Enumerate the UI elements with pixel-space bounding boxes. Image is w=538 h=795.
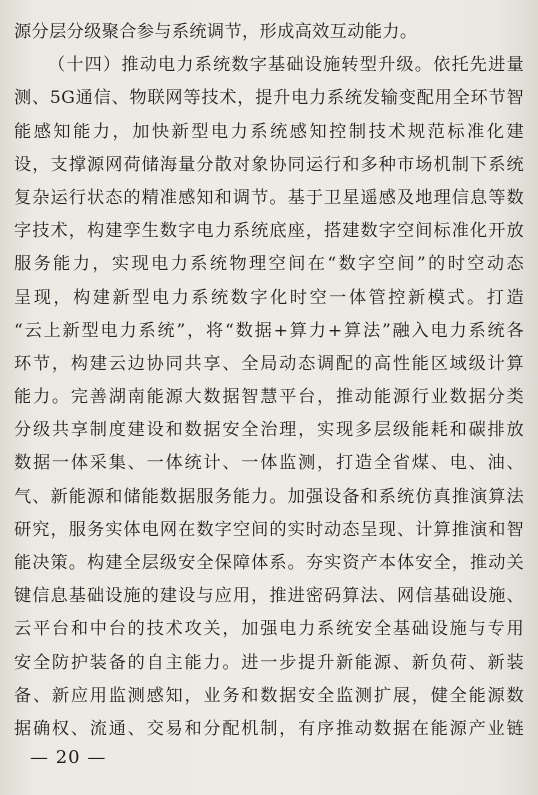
text-line: 数据一体采集、一体统计、一体监测，打造全省煤、电、油、 bbox=[14, 453, 524, 474]
text-line: 字技术，构建孪生数字电力系统底座，搭建数字空间标准化开放 bbox=[14, 221, 524, 242]
text-line: 键信息基础设施的建设与应用，推进密码算法、网信基础设施、 bbox=[14, 586, 524, 607]
text-line: 气、新能源和储能数据服务能力。加强设备和系统仿真推演算法 bbox=[14, 486, 524, 507]
body-paragraph bbox=[14, 16, 524, 746]
text-line: 安全防护装备的自主能力。进一步提升新能源、新负荷、新装 bbox=[14, 652, 524, 673]
page-number: — 20 — bbox=[30, 747, 107, 768]
text-line: 云平台和中台的技术攻关，加强电力系统安全基础设施与专用 bbox=[14, 619, 524, 640]
text-line: 据确权、流通、交易和分配机制，有序推动数据在能源产业链 bbox=[14, 718, 524, 739]
text-line: （十四）推动电力系统数字基础设施转型升级。依托先进量 bbox=[48, 55, 524, 76]
text-line: 呈现，构建新型电力系统数字化时空一体管控新模式。打造 bbox=[14, 287, 524, 308]
text-line: 分级共享制度建设和数据安全治理，实现多层级能耗和碳排放 bbox=[14, 420, 524, 441]
text-line: “云上新型电力系统”，将“数据+算力+算法”融入电力系统各 bbox=[14, 320, 524, 341]
text-line: 环节，构建云边协同共享、全局动态调配的高性能区域级计算 bbox=[14, 353, 524, 374]
text-line: 能力。完善湖南能源大数据智慧平台，推动能源行业数据分类 bbox=[14, 387, 524, 408]
text-line: 能决策。构建全层级安全保障体系。夯实资产本体安全，推动关 bbox=[14, 553, 524, 573]
text-line: 研究，服务实体电网在数字空间的实时动态呈现、计算推演和智 bbox=[14, 519, 524, 540]
text-line: 源分层分级聚合参与系统调节，形成高效互动能力。 bbox=[14, 22, 418, 42]
text-line: 复杂运行状态的精准感知和调节。基于卫星遥感及地理信息等数 bbox=[14, 187, 524, 208]
text-line: 能感知能力，加快新型电力系统感知控制技术规范标准化建 bbox=[14, 121, 524, 142]
text-line: 备、新应用监测感知，业务和数据安全监测扩展，健全能源数 bbox=[14, 685, 524, 706]
text-line: 服务能力，实现电力系统物理空间在“数字空间”的时空动态 bbox=[14, 254, 524, 275]
text-line: 测、5G通信、物联网等技术，提升电力系统发输变配用全环节智 bbox=[14, 88, 524, 109]
text-line: 设，支撑源网荷储海量分散对象协同运行和多种市场机制下系统 bbox=[14, 154, 524, 175]
